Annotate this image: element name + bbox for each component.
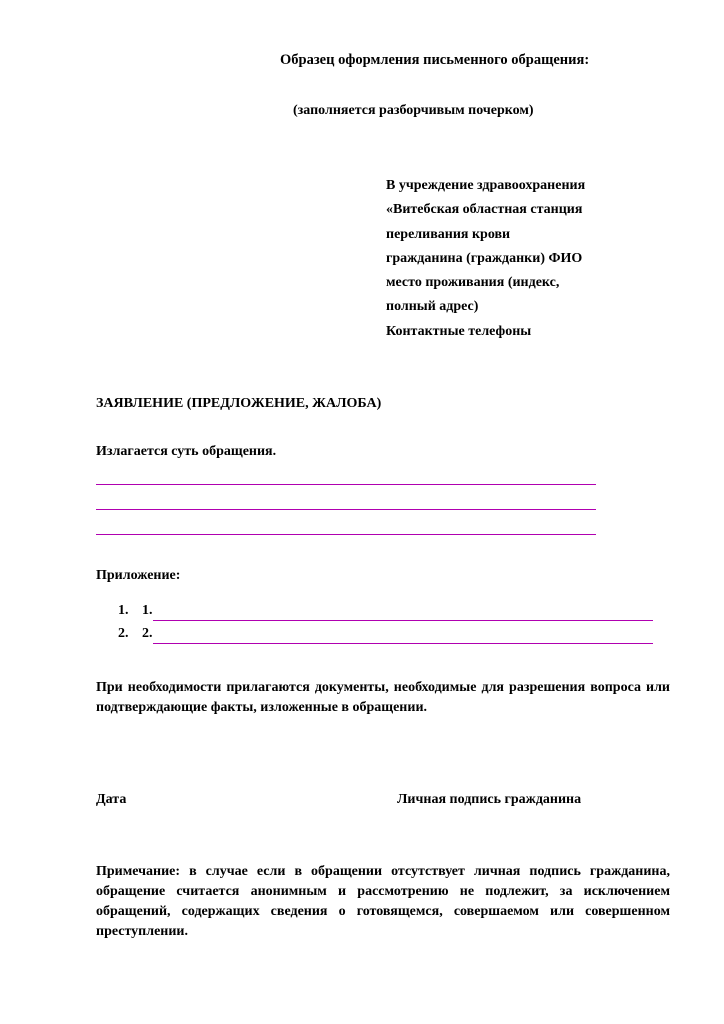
- essence-write-line: [96, 534, 596, 535]
- document-title: Образец оформления письменного обращения:: [280, 52, 590, 68]
- attachment-item-label: 2.: [142, 626, 153, 641]
- attachment-item-label: 1.: [142, 603, 153, 618]
- attachment-number: 1.: [118, 603, 129, 618]
- addressee-line: переливания крови: [386, 226, 511, 242]
- addressee-line: место проживания (индекс,: [386, 275, 560, 291]
- document-subtitle: (заполняется разборчивым почерком): [293, 103, 534, 118]
- attachment-write-line: [153, 643, 653, 644]
- essence-write-line: [96, 509, 596, 510]
- note-paragraph: Примечание: в случае если в обращении отсутствует личная подпись гражданина, обращение считается анонимным и рассмотрению не подлежит, за исключением обращений, содержащих сведения о готовящемся, совершаемом или совершенном преступлении.: [96, 864, 670, 939]
- attachment-label: Приложение:: [96, 568, 181, 583]
- application-heading: ЗАЯВЛЕНИЕ (ПРЕДЛОЖЕНИЕ, ЖАЛОБА): [96, 396, 382, 411]
- signature-label: Личная подпись гражданина: [397, 792, 582, 807]
- essence-label: Излагается суть обращения.: [96, 444, 277, 459]
- addressee-line: Контактные телефоны: [386, 323, 532, 339]
- attachment-number: 2.: [118, 626, 129, 641]
- addressee-line: полный адрес): [386, 299, 479, 315]
- attachment-write-line: [153, 620, 653, 621]
- attachment-item: [118, 603, 153, 619]
- addressee-block: [386, 174, 585, 344]
- addressee-line: гражданина (гражданки) ФИО: [386, 250, 583, 266]
- date-label: Дата: [96, 792, 127, 807]
- addressee-line: «Витебская областная станция: [386, 202, 583, 218]
- essence-write-line: [96, 484, 596, 485]
- documents-paragraph: При необходимости прилагаются документы, необходимые для разрешения вопроса или подтверждающие факты, изложенные в обращении.: [96, 680, 670, 715]
- addressee-line: В учреждение здравоохранения: [386, 178, 586, 193]
- attachment-item: [118, 626, 153, 642]
